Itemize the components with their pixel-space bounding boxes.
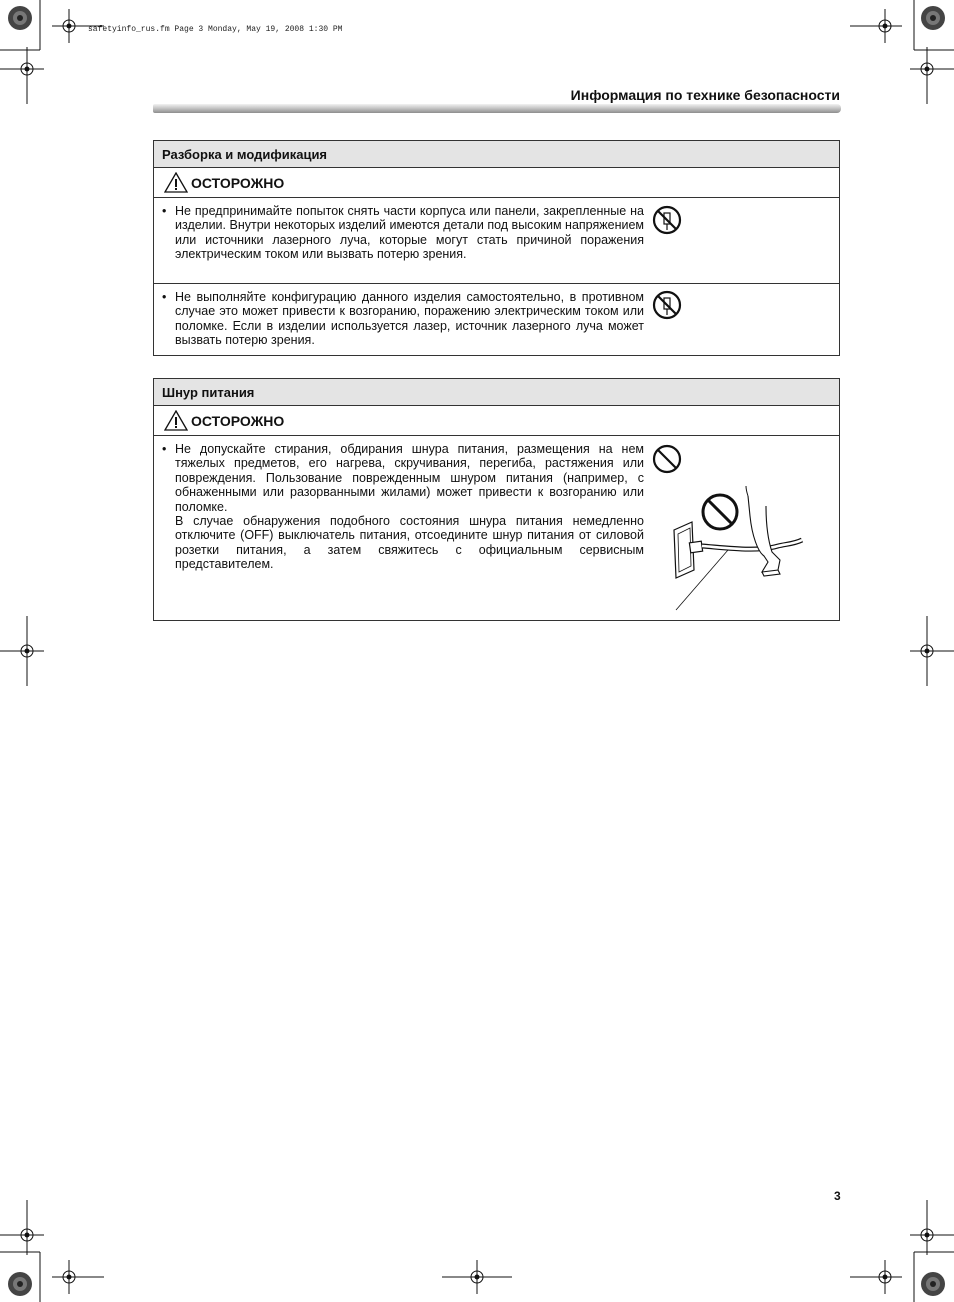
caution-row — [154, 168, 839, 198]
list-item — [154, 436, 839, 620]
section-disassembly — [153, 140, 840, 356]
item-text: Не выполняйте конфигурацию данного изделия самостоятельно, в противном случае это может привести к возгоранию, поражению электрическим током или поломке. Если в изделии используется лазер, источник лазерного луча может вызвать потерю зрения. — [175, 290, 644, 348]
item-text-continued: В случае обнаружения подобного состояния шнура питания немедленно отключите (OFF) выключатель питания, отсоедините шнур питания от силовой розетки питания, а затем свяжитесь с официальным сервисным представителем. — [175, 514, 644, 572]
list-item — [154, 284, 839, 355]
header-rule — [153, 104, 841, 113]
caution-label: ОСТОРОЖНО — [191, 174, 285, 191]
bullet: • — [162, 290, 167, 304]
no-disassembly-icon — [652, 205, 682, 235]
warning-triangle-icon — [164, 410, 188, 431]
prohibited-icon — [652, 444, 682, 474]
file-info-line: safetyinfo_rus.fm Page 3 Monday, May 19, 2008 1:30 PM — [88, 25, 343, 34]
caution-row — [154, 406, 839, 436]
no-disassembly-icon — [652, 290, 682, 320]
caution-label: ОСТОРОЖНО — [191, 412, 285, 429]
item-text: Не предпринимайте попыток снять части корпуса или панели, закрепленные на изделии. Внутри некоторых изделий имеются детали под высоким напряжением или источники лазерного луча, которые могут стать причиной поражения электрическим током или вызвать потерю зрения. — [175, 204, 644, 262]
list-item — [154, 198, 839, 284]
section-power-cord — [153, 378, 840, 621]
power-cord-stepping-illustration — [668, 486, 808, 614]
section-title: Шнур питания — [154, 379, 839, 406]
section-title: Разборка и модификация — [154, 141, 839, 168]
item-text: Не допускайте стирания, обдирания шнура питания, размещения на нем тяжелых предметов, его нагрева, скручивания, перегиба, растяжения или повреждения. Пользование поврежденным шнуром питания (например, с обнаженными или разорванными жилами) может привести к возгоранию или поломке. — [175, 442, 644, 514]
page-header-title: Информация по технике безопасности — [570, 87, 840, 103]
page-number: 3 — [834, 1189, 841, 1203]
warning-triangle-icon — [164, 172, 188, 193]
bullet: • — [162, 442, 167, 456]
bullet: • — [162, 204, 167, 218]
